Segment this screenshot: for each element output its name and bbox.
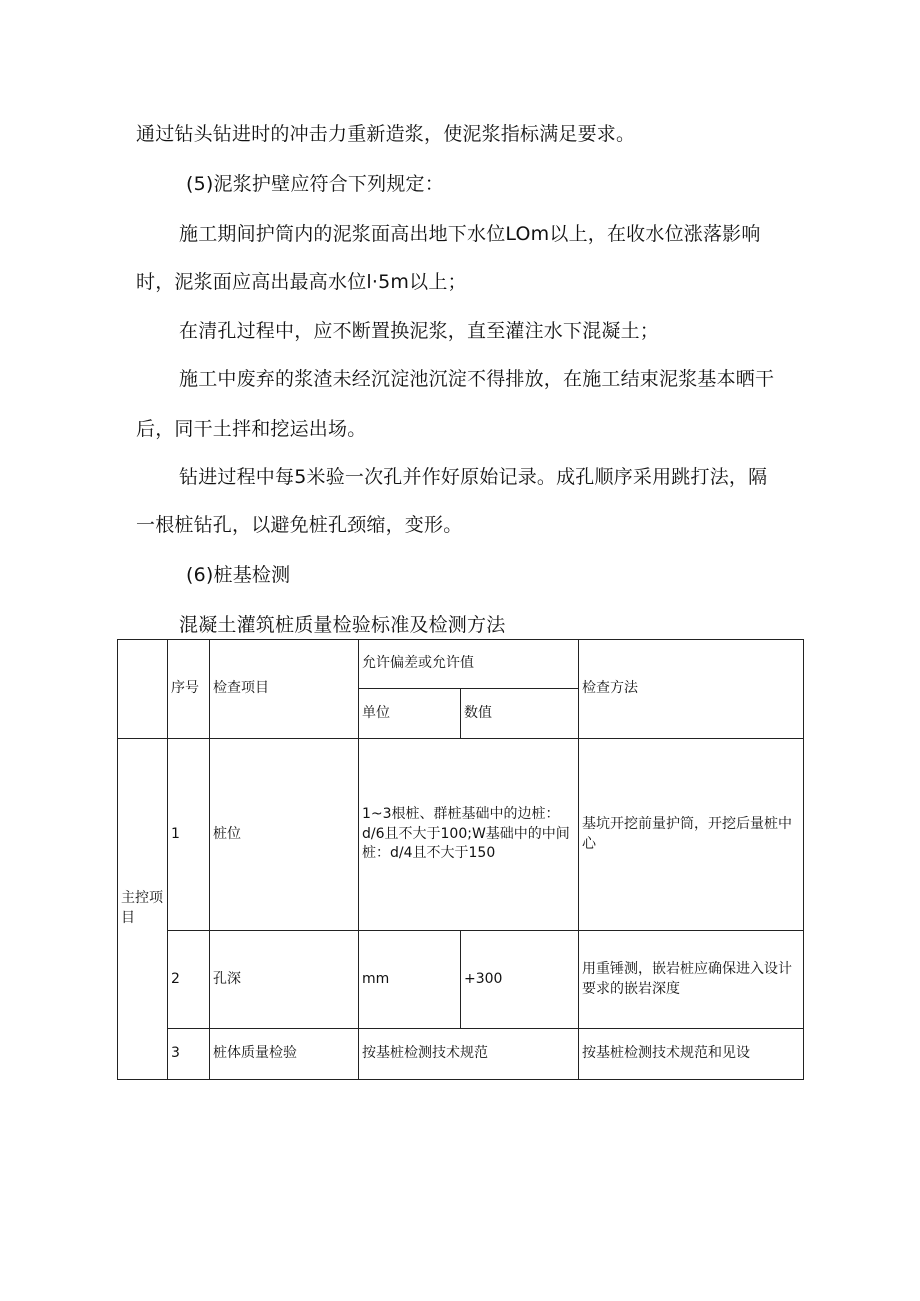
- main-control-group-label: 主控项目: [118, 739, 168, 1080]
- table-caption: 混凝土灌筑桩质量检验标准及检测方法: [179, 614, 506, 636]
- paragraph-line-2: (5)泥浆护壁应符合下列规定：: [186, 173, 444, 195]
- header-unit: 单位: [359, 689, 461, 739]
- header-check-method: 检查方法: [579, 640, 804, 739]
- paragraph-line-6a: 钻进过程中每5米验一次孔并作好原始记录。成孔顺序采用跳打法，隔: [179, 466, 768, 488]
- paragraph-line-5a: 施工中废弃的浆渣未经沉淀池沉淀不得排放，在施工结束泥浆基本晒干: [179, 368, 775, 390]
- paragraph-line-4: 在清孔过程中，应不断置换泥浆，直至灌注水下混凝土；: [179, 320, 660, 342]
- paragraph-line-3b: 时，泥浆面应高出最高水位l·5m以上；: [136, 271, 467, 293]
- row-1-method: 基坑开挖前量护筒，开挖后量桩中心: [579, 739, 804, 931]
- paragraph-line-7: (6)桩基检测: [186, 564, 291, 586]
- header-check-item: 检查项目: [210, 640, 359, 739]
- row-2-method: 用重锤测，嵌岩桩应确保进入设计要求的嵌岩深度: [579, 931, 804, 1029]
- row-1-item: 桩位: [210, 739, 359, 931]
- row-3-method: 按基桩检测技术规范和见设: [579, 1029, 804, 1080]
- row-2-unit: mm: [359, 931, 461, 1029]
- header-serial: 序号: [168, 640, 210, 739]
- header-allowance: 允许偏差或允许值: [359, 640, 579, 689]
- row-3-number: 3: [168, 1029, 210, 1080]
- paragraph-line-5b: 后，同干土拌和挖运出场。: [136, 418, 367, 440]
- paragraph-line-3a: 施工期间护筒内的泥浆面高出地下水位LOm以上，在收水位涨落影响: [179, 223, 761, 245]
- header-blank-cell: [118, 640, 168, 739]
- quality-standard-table-wrapper: [117, 639, 803, 1079]
- paragraph-line-6b: 一根桩钻孔，以避免桩孔颈缩，变形。: [136, 514, 463, 536]
- row-2-value: +300: [461, 931, 579, 1029]
- row-1-number: 1: [168, 739, 210, 931]
- quality-standard-table: [117, 639, 804, 1080]
- row-2-item: 孔深: [210, 931, 359, 1029]
- row-3-item: 桩体质量检验: [210, 1029, 359, 1080]
- header-value: 数值: [461, 689, 579, 739]
- row-3-allowance: 按基桩检测技术规范: [359, 1029, 579, 1080]
- row-2-number: 2: [168, 931, 210, 1029]
- paragraph-line-1: 通过钻头钻进时的冲击力重新造浆，使泥浆指标满足要求。: [136, 123, 636, 145]
- row-1-allowance: 1~3根桩、群桩基础中的边桩：d/6且不大于100;W基础中的中间桩：d/4且不大于150: [359, 739, 579, 931]
